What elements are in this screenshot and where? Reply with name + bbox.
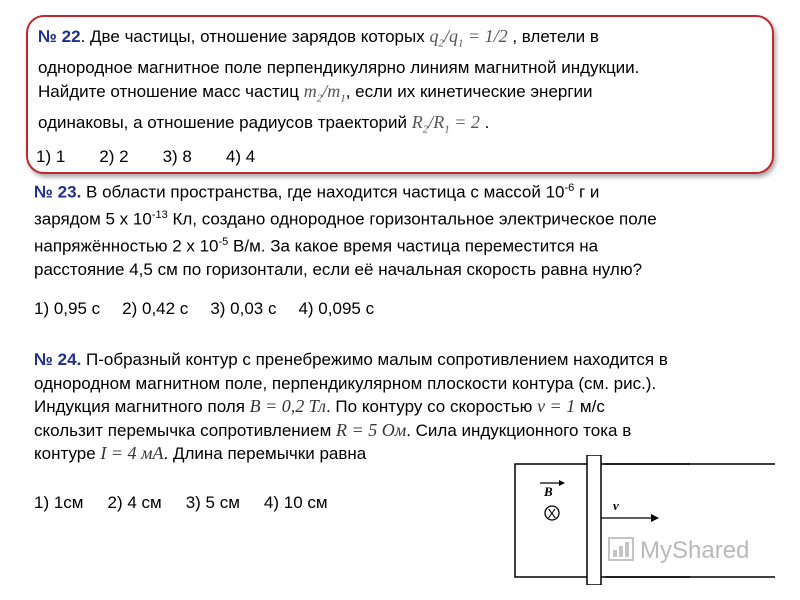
sliding-bar [587,455,601,585]
watermark-text: MyShared [640,537,750,564]
resistance-value: R = 5 Ом [336,419,407,440]
answer-option[interactable]: 1) 1 [36,147,66,166]
problem-24-block [34,348,784,512]
answer-option[interactable]: 2) 2 [99,147,129,166]
answer-option[interactable]: 2) 0,42 с [122,299,189,318]
b-label: B [544,484,553,499]
velocity-value: v = 1 [537,396,576,416]
answer-option[interactable]: 3) 8 [162,147,192,166]
problem-23-number: № 23. [34,182,82,202]
answer-option[interactable]: 2) 4 см [107,493,162,512]
problem-24-number: № 24. [34,350,82,369]
problem-22-number: № 22 [38,27,81,46]
problem-22-answers [36,147,289,167]
chart-icon [608,537,634,561]
radius-ratio: $R_2/R_1 = 2$ [411,111,480,136]
answer-option[interactable]: 1) 0,95 с [34,299,101,318]
answer-option[interactable]: 4) 10 см [263,493,328,512]
problem-23-text: № 23. В области пространства, где находится частица с массой $10^{-6}$ г и зарядом 5 х $10^{-13}$ Кл, создано однородное горизонтальное электрическое поле напряжённостью 2 х $10^{-5}$ В/м. За какое время частица переместится на расстояние 4,5 см по горизонтали, если её начальная скорость равна нулю? [34,182,657,280]
current-value: I = 4 мА [100,443,164,463]
problem-23-block [34,177,774,318]
answer-option[interactable]: 4) 0,095 с [298,299,375,318]
problem-23-answers [34,299,408,319]
circuit-figure [495,455,795,585]
x-label: X [547,506,557,521]
v-label: v [613,498,619,513]
answer-option[interactable]: 1) 1см [34,493,84,512]
watermark-logo [608,537,749,565]
problem-22-text: № 22. Две частицы, отношение зарядов которых $q_2/q_1 = 1/2$ , влетели в однородное магнитное поле перпендикулярно линиям магнитной индукции. Найдите отношение масс частиц $m_2/m_1$, если их кинетические энергии одинаковы, а отношение радиусов траекторий $R_2/R_1 = 2$ . [38,26,640,136]
problem-22-box [26,15,774,174]
mass-ratio: $m_2/m_1$ [303,80,346,105]
answer-option[interactable]: 3) 5 см [185,493,240,512]
induction-value: B = 0,2 Тл [249,396,326,416]
answer-option[interactable]: 3) 0,03 с [210,299,277,318]
answer-option[interactable]: 4) 4 [225,147,256,166]
problem-24-answers [34,493,362,513]
charge-ratio: $q_2/q_1 = 1/2$ [429,26,508,50]
problem-24-text: № 24. П-образный контур с пренебрежимо малым сопротивлением находится в однородном магнитном поле, перпендикулярном плоскости контура (см. рис.). Индукция магнитного поля B = 0,2 Тл. По контуру со скоростью v = 1 м/с скользит перемычка сопротивлением R = 5 Ом. Сила индукционного тока в контуре I = 4 мА. Длина перемычки равна [34,350,668,463]
